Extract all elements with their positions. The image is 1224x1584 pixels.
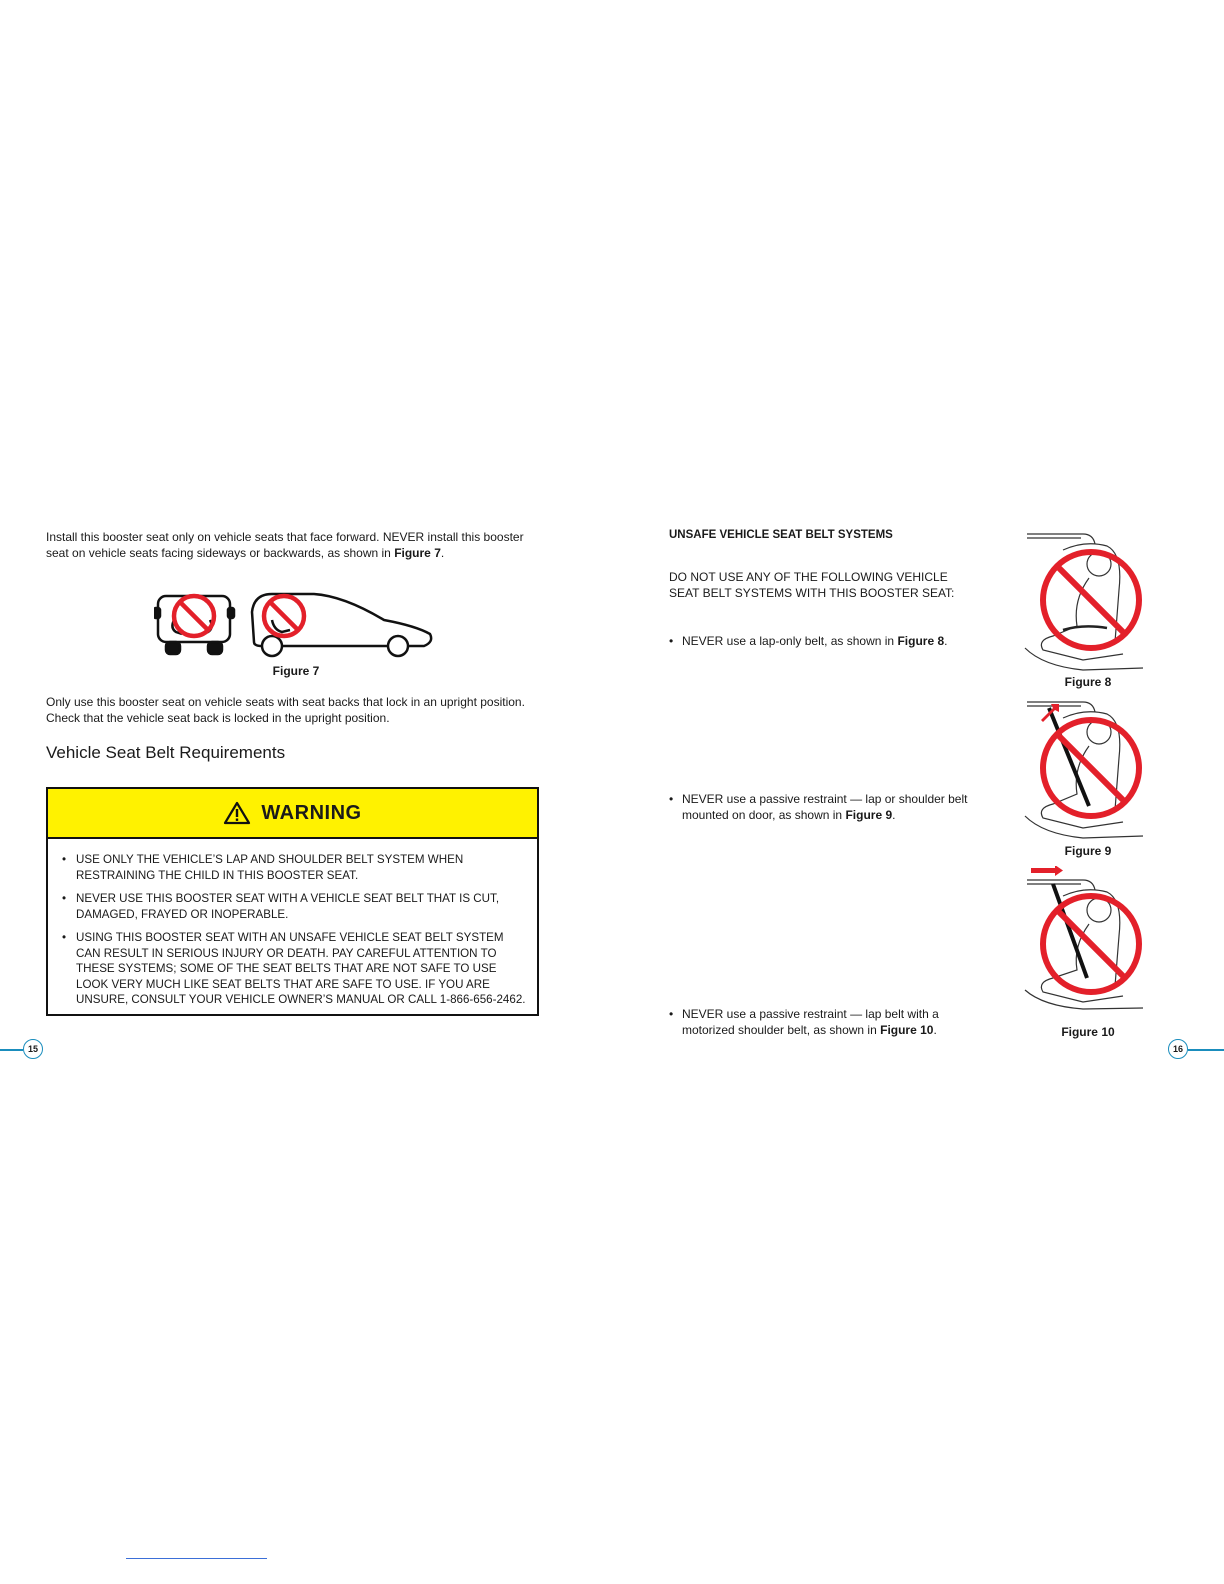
bullet-text-end: . [933,1023,937,1037]
warning-item: • USING THIS BOOSTER SEAT WITH AN UNSAFE VEHICLE SEAT BELT SYSTEM CAN RESULT IN SERIOUS INJURY OR DEATH. PAY CAREFUL ATTENTION TO THESE SYSTEMS; SOME OF THE SEAT BELTS THAT ARE NOT SAFE TO USE LOOK VERY MUCH LIKE SEAT BELTS THAT ARE SAFE TO USE. IF YOU ARE UNSURE, CONSULT YOUR VEHICLE OWNER’S MANUAL OR CALL 1-866-656-2462. [62,930,527,1008]
warning-item: • USE ONLY THE VEHICLE’S LAP AND SHOULDER BELT SYSTEM WHEN RESTRAINING THE CHILD IN THIS BOOSTER SEAT. [62,852,527,883]
unsafe-systems-intro: DO NOT USE ANY OF THE FOLLOWING VEHICLE SEAT BELT SYSTEMS WITH THIS BOOSTER SEAT: [669,570,955,600]
prohibition-sign-icon [174,596,214,636]
intro-paragraph [46,529,546,561]
upright-seat-paragraph: Only use this booster seat on vehicle seats with seat backs that lock in an upright position. Check that the vehicle seat back is locked in the upright position. [46,695,525,725]
warning-item: • NEVER USE THIS BOOSTER SEAT WITH A VEHICLE SEAT BELT THAT IS CUT, DAMAGED, FRAYED OR INOPERABLE. [62,891,527,922]
bullet-text: NEVER use a lap-only belt, as shown in [682,634,898,648]
bullet-text: NEVER use a passive restraint — lap belt with a motorized shoulder belt, as shown in [682,1007,939,1037]
figure-8-reference: Figure 8 [897,634,945,648]
unsafe-systems-title: UNSAFE VEHICLE SEAT BELT SYSTEMS [669,529,893,541]
figure-7-reference: Figure 7 [394,546,441,560]
warning-list [48,839,537,1008]
warning-title: WARNING [261,801,362,824]
figure-8-illustration [1023,530,1145,675]
warning-triangle-icon [223,801,251,825]
bullet-text: NEVER use a passive restraint — lap or shoulder belt mounted on door, as shown in [682,792,968,822]
figure-9-caption: Figure 9 [1064,844,1112,858]
page-number-rule [1188,1049,1224,1051]
figure-10-caption: Figure 10 [1061,1025,1115,1039]
belt-direction-arrow-icon [1041,704,1059,722]
prohibition-sign-icon [1043,720,1139,816]
figure-9-reference: Figure 9 [845,808,893,822]
figure-10-reference: Figure 10 [880,1023,934,1037]
page-number-15: 15 [23,1039,43,1059]
intro-text-end: . [440,546,445,560]
page-number-16: 16 [1168,1039,1188,1059]
motorized-belt-bullet [669,1006,992,1038]
page-number-rule [0,1049,23,1051]
prohibition-sign-icon [264,596,304,636]
figure-9-illustration [1023,698,1145,843]
warning-header [48,789,537,839]
figure-7-caption: Figure 7 [272,664,320,678]
footer-rule [126,1558,267,1559]
lap-only-belt-bullet [669,633,992,649]
minivan-side-view-icon [252,594,431,656]
prohibition-sign-icon [1043,552,1139,648]
belt-direction-arrow-icon [1031,866,1063,876]
bullet-text-end: . [892,808,896,822]
figure-7-illustration [154,590,436,660]
door-mounted-belt-bullet [669,791,992,823]
figure-8-caption: Figure 8 [1064,675,1112,689]
intro-text: Install this booster seat only on vehicle seats that face forward. NEVER install this booster seat on vehicle seats facing sideways or backwards, as shown in [46,530,524,560]
bullet-text-end: . [944,634,948,648]
figure-10-illustration [1023,866,1145,1011]
section-heading: Vehicle Seat Belt Requirements [46,743,286,762]
prohibition-sign-icon [1043,896,1139,992]
van-rear-view-icon [154,596,234,654]
warning-box [46,787,539,1016]
